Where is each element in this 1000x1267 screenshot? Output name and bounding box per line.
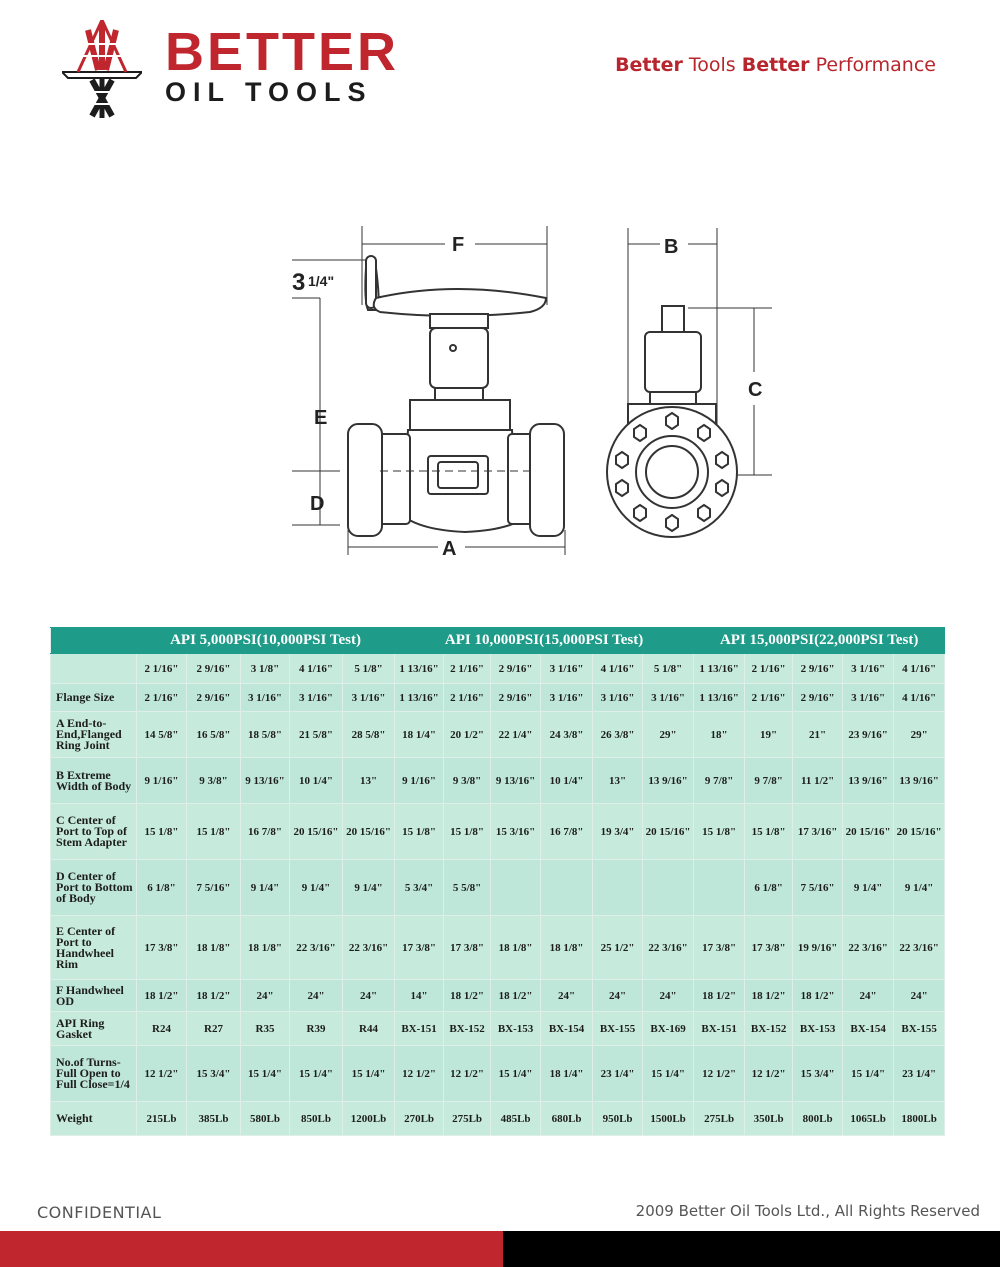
table-cell: 24" — [241, 980, 290, 1012]
table-cell: 24" — [343, 980, 395, 1012]
table-cell: 850Lb — [290, 1102, 343, 1136]
table-row — [51, 1046, 945, 1102]
group-header: API 15,000PSI(22,000PSI Test) — [694, 628, 945, 654]
table-cell: R27 — [187, 1012, 241, 1046]
table-cell: R35 — [241, 1012, 290, 1046]
table-cell: 18 1/2" — [694, 980, 745, 1012]
table-cell: BX-152 — [444, 1012, 491, 1046]
table-cell: 15 1/4" — [643, 1046, 694, 1102]
footer-bar-black — [503, 1231, 1000, 1267]
size-cell: 5 1/8" — [343, 654, 395, 684]
table-cell: 7 5/16" — [793, 860, 843, 916]
table-cell: 18 1/4" — [395, 712, 444, 758]
table-cell: 22 3/16" — [894, 916, 945, 980]
table-cell: 2 9/16" — [793, 684, 843, 712]
table-cell: 3 1/16" — [843, 684, 894, 712]
logo-wordmark-better: BETTER — [165, 22, 399, 82]
size-cell: 3 1/16" — [843, 654, 894, 684]
table-cell — [643, 860, 694, 916]
table-cell: 9 1/4" — [241, 860, 290, 916]
table-cell: 275Lb — [694, 1102, 745, 1136]
table-cell: 13 9/16" — [894, 758, 945, 804]
table-cell: 3 1/16" — [241, 684, 290, 712]
tagline-word: Better — [615, 54, 683, 76]
table-cell: 15 1/8" — [137, 804, 187, 860]
size-cell: 5 1/8" — [643, 654, 694, 684]
row-label: No.of Turns-Full Open to Full Close=1/4 — [51, 1046, 137, 1102]
table-row — [51, 758, 945, 804]
table-cell: BX-151 — [395, 1012, 444, 1046]
table-cell: 13" — [343, 758, 395, 804]
table-cell: 9 7/8" — [694, 758, 745, 804]
row-label: C Center of Port to Top of Stem Adapter — [51, 804, 137, 860]
dim-label-d: D — [310, 493, 325, 515]
table-row — [51, 860, 945, 916]
table-cell: 25 1/2" — [593, 916, 643, 980]
dim-label-f: F — [452, 234, 465, 256]
copyright-notice: 2009 Better Oil Tools Ltd., All Rights Reserved — [635, 1202, 980, 1220]
table-cell: 9 3/8" — [444, 758, 491, 804]
table-cell: 3 1/16" — [541, 684, 593, 712]
table-cell: 350Lb — [745, 1102, 793, 1136]
table-cell: 18 1/2" — [187, 980, 241, 1012]
table-cell: BX-151 — [694, 1012, 745, 1046]
table-cell: 18 5/8" — [241, 712, 290, 758]
table-cell: 14 5/8" — [137, 712, 187, 758]
table-cell: 4 1/16" — [894, 684, 945, 712]
table-cell: 17 3/16" — [793, 804, 843, 860]
size-cell: 1 13/16" — [395, 654, 444, 684]
table-cell: 14" — [395, 980, 444, 1012]
table-cell: 11 1/2" — [793, 758, 843, 804]
table-cell: 6 1/8" — [137, 860, 187, 916]
table-cell: 20 15/16" — [290, 804, 343, 860]
table-cell: 385Lb — [187, 1102, 241, 1136]
table-cell: 1065Lb — [843, 1102, 894, 1136]
table-cell: BX-152 — [745, 1012, 793, 1046]
size-cell: 4 1/16" — [894, 654, 945, 684]
table-cell: 15 1/8" — [187, 804, 241, 860]
table-cell: 2 9/16" — [187, 684, 241, 712]
row-label: Weight — [51, 1102, 137, 1136]
table-cell: 9 1/16" — [395, 758, 444, 804]
size-cell: 1 13/16" — [694, 654, 745, 684]
table-cell: 15 1/4" — [843, 1046, 894, 1102]
table-row — [51, 916, 945, 980]
row-label: API Ring Gasket — [51, 1012, 137, 1046]
table-cell: 3 1/16" — [593, 684, 643, 712]
size-cell: 2 1/16" — [444, 654, 491, 684]
size-cell: 2 9/16" — [491, 654, 541, 684]
size-cell: 2 9/16" — [187, 654, 241, 684]
table-cell: 18 1/2" — [137, 980, 187, 1012]
table-cell: 580Lb — [241, 1102, 290, 1136]
table-cell: 18 1/8" — [241, 916, 290, 980]
table-cell: 24" — [593, 980, 643, 1012]
table-cell: BX-153 — [491, 1012, 541, 1046]
table-cell: BX-155 — [894, 1012, 945, 1046]
table-cell: 3 1/16" — [643, 684, 694, 712]
table-cell: 20 15/16" — [843, 804, 894, 860]
table-cell: 15 1/4" — [491, 1046, 541, 1102]
table-cell: 15 1/8" — [444, 804, 491, 860]
table-cell: 12 1/2" — [444, 1046, 491, 1102]
row-label: F Handwheel OD — [51, 980, 137, 1012]
size-cell: 4 1/16" — [593, 654, 643, 684]
table-cell: 19" — [745, 712, 793, 758]
gate-valve-drawing — [280, 220, 790, 570]
table-cell — [491, 860, 541, 916]
table-cell: 2 1/16" — [444, 684, 491, 712]
table-row — [51, 804, 945, 860]
table-cell: 800Lb — [793, 1102, 843, 1136]
table-cell: 12 1/2" — [137, 1046, 187, 1102]
table-cell: 18 1/8" — [491, 916, 541, 980]
group-header: API 10,000PSI(15,000PSI Test) — [395, 628, 694, 654]
table-cell: 16 7/8" — [241, 804, 290, 860]
table-cell: 16 7/8" — [541, 804, 593, 860]
size-cell: 2 1/16" — [137, 654, 187, 684]
table-cell: 24" — [290, 980, 343, 1012]
table-cell: 20 1/2" — [444, 712, 491, 758]
table-cell: 10 1/4" — [541, 758, 593, 804]
size-cell: 4 1/16" — [290, 654, 343, 684]
row-label: B Extreme Width of Body — [51, 758, 137, 804]
logo-wordmark-oil-tools: OIL TOOLS — [165, 77, 373, 107]
table-cell: 9 3/8" — [187, 758, 241, 804]
size-cell: 3 1/16" — [541, 654, 593, 684]
table-cell: 1500Lb — [643, 1102, 694, 1136]
table-cell: 12 1/2" — [694, 1046, 745, 1102]
dim-label-a: A — [442, 538, 457, 560]
row-label: E Center of Port to Handwheel Rim — [51, 916, 137, 980]
table-cell: 9 1/4" — [843, 860, 894, 916]
table-row — [51, 1012, 945, 1046]
table-cell: 15 1/4" — [241, 1046, 290, 1102]
table-cell: 5 5/8" — [444, 860, 491, 916]
table-cell: 9 1/4" — [290, 860, 343, 916]
table-cell: 18 1/8" — [187, 916, 241, 980]
tagline-word: Tools — [682, 54, 742, 76]
row-label: D Center of Port to Bottom of Body — [51, 860, 137, 916]
table-cell: 22 3/16" — [843, 916, 894, 980]
row-label: A End-to-End,Flanged Ring Joint — [51, 712, 137, 758]
table-cell: BX-169 — [643, 1012, 694, 1046]
table-cell: 21" — [793, 712, 843, 758]
valve-front-view — [348, 256, 564, 536]
table-cell: 9 1/16" — [137, 758, 187, 804]
table-cell: 19 9/16" — [793, 916, 843, 980]
table-cell: 9 7/8" — [745, 758, 793, 804]
dim-label-e: E — [314, 407, 328, 429]
table-cell: 1 13/16" — [395, 684, 444, 712]
header-corner — [51, 628, 137, 654]
table-cell: 18 1/4" — [541, 1046, 593, 1102]
table-cell: 12 1/2" — [395, 1046, 444, 1102]
table-cell: 23 1/4" — [593, 1046, 643, 1102]
table-cell: R39 — [290, 1012, 343, 1046]
table-row — [51, 684, 945, 712]
tagline-word: Performance — [809, 54, 936, 76]
table-cell: 15 1/8" — [694, 804, 745, 860]
table-cell: 15 1/4" — [343, 1046, 395, 1102]
table-cell: 15 3/4" — [793, 1046, 843, 1102]
table-cell: 23 9/16" — [843, 712, 894, 758]
size-cell: 2 1/16" — [745, 654, 793, 684]
table-cell: 26 3/8" — [593, 712, 643, 758]
row-label: Flange Size — [51, 684, 137, 712]
table-row — [51, 980, 945, 1012]
size-row — [51, 654, 945, 684]
table-cell: 15 1/4" — [290, 1046, 343, 1102]
table-cell: 22 1/4" — [491, 712, 541, 758]
table-cell: 22 3/16" — [343, 916, 395, 980]
table-cell: 20 15/16" — [894, 804, 945, 860]
group-header: API 5,000PSI(10,000PSI Test) — [137, 628, 395, 654]
table-cell: 3 1/16" — [290, 684, 343, 712]
table-cell: 1800Lb — [894, 1102, 945, 1136]
table-cell: 9 13/16" — [491, 758, 541, 804]
table-cell: 2 1/16" — [745, 684, 793, 712]
dim-label-b: B — [664, 236, 679, 258]
table-cell: BX-153 — [793, 1012, 843, 1046]
table-cell: 18 1/2" — [491, 980, 541, 1012]
table-cell: 5 3/4" — [395, 860, 444, 916]
table-cell: 15 1/8" — [745, 804, 793, 860]
table-cell: 18 1/2" — [444, 980, 491, 1012]
table-cell: 24" — [843, 980, 894, 1012]
table-cell: 13 9/16" — [643, 758, 694, 804]
table-cell: 18 1/2" — [793, 980, 843, 1012]
table-cell: 24 3/8" — [541, 712, 593, 758]
table-cell: 22 3/16" — [290, 916, 343, 980]
table-cell: 1200Lb — [343, 1102, 395, 1136]
handwheel-height-whole: 3 — [292, 269, 306, 296]
tagline-word: Better — [741, 54, 810, 76]
table-cell: 15 1/8" — [395, 804, 444, 860]
table-cell — [541, 860, 593, 916]
table-cell: 3 1/16" — [343, 684, 395, 712]
table-cell: 9 1/4" — [894, 860, 945, 916]
footer-bar-red — [0, 1231, 503, 1267]
table-cell: 19 3/4" — [593, 804, 643, 860]
table-cell: 29" — [643, 712, 694, 758]
handwheel-height-fraction: 1/4" — [308, 273, 335, 289]
table-cell: 21 5/8" — [290, 712, 343, 758]
table-cell — [694, 860, 745, 916]
valve-spec-table — [50, 627, 945, 1136]
logo-derrick-icon — [62, 20, 142, 120]
table-cell: BX-155 — [593, 1012, 643, 1046]
table-cell: 18 1/2" — [745, 980, 793, 1012]
dim-label-c: C — [748, 379, 763, 401]
table-row — [51, 1102, 945, 1136]
table-cell: 24" — [541, 980, 593, 1012]
size-row-label — [51, 654, 137, 684]
size-cell: 2 9/16" — [793, 654, 843, 684]
table-cell: 10 1/4" — [290, 758, 343, 804]
confidential-label: CONFIDENTIAL — [37, 1203, 162, 1222]
table-cell: 16 5/8" — [187, 712, 241, 758]
table-cell: 24" — [894, 980, 945, 1012]
table-row — [51, 712, 945, 758]
table-cell: 2 9/16" — [491, 684, 541, 712]
table-cell: 18 1/8" — [541, 916, 593, 980]
table-cell: 17 3/8" — [137, 916, 187, 980]
table-cell: 22 3/16" — [643, 916, 694, 980]
table-cell: 270Lb — [395, 1102, 444, 1136]
table-cell — [593, 860, 643, 916]
table-cell: 6 1/8" — [745, 860, 793, 916]
table-cell: 15 3/4" — [187, 1046, 241, 1102]
table-cell: 24" — [643, 980, 694, 1012]
table-cell: 20 15/16" — [343, 804, 395, 860]
table-cell: 17 3/8" — [745, 916, 793, 980]
table-cell: BX-154 — [541, 1012, 593, 1046]
table-cell: 215Lb — [137, 1102, 187, 1136]
table-cell: R24 — [137, 1012, 187, 1046]
table-cell: 17 3/8" — [694, 916, 745, 980]
table-cell: 7 5/16" — [187, 860, 241, 916]
table-cell: 1 13/16" — [694, 684, 745, 712]
table-cell: 680Lb — [541, 1102, 593, 1136]
table-cell: 28 5/8" — [343, 712, 395, 758]
table-cell: BX-154 — [843, 1012, 894, 1046]
table-cell: 13 9/16" — [843, 758, 894, 804]
table-cell: 15 3/16" — [491, 804, 541, 860]
table-cell: 950Lb — [593, 1102, 643, 1136]
table-cell: 2 1/16" — [137, 684, 187, 712]
size-cell: 3 1/8" — [241, 654, 290, 684]
table-cell: 17 3/8" — [395, 916, 444, 980]
table-cell: 12 1/2" — [745, 1046, 793, 1102]
tagline — [615, 54, 936, 76]
table-cell: 18" — [694, 712, 745, 758]
table-cell: 13" — [593, 758, 643, 804]
spec-table-body — [51, 654, 945, 1136]
table-cell: 17 3/8" — [444, 916, 491, 980]
table-cell: 29" — [894, 712, 945, 758]
table-cell: 275Lb — [444, 1102, 491, 1136]
table-cell: R44 — [343, 1012, 395, 1046]
table-cell: 9 13/16" — [241, 758, 290, 804]
table-cell: 23 1/4" — [894, 1046, 945, 1102]
table-cell: 20 15/16" — [643, 804, 694, 860]
table-cell: 9 1/4" — [343, 860, 395, 916]
table-cell: 485Lb — [491, 1102, 541, 1136]
